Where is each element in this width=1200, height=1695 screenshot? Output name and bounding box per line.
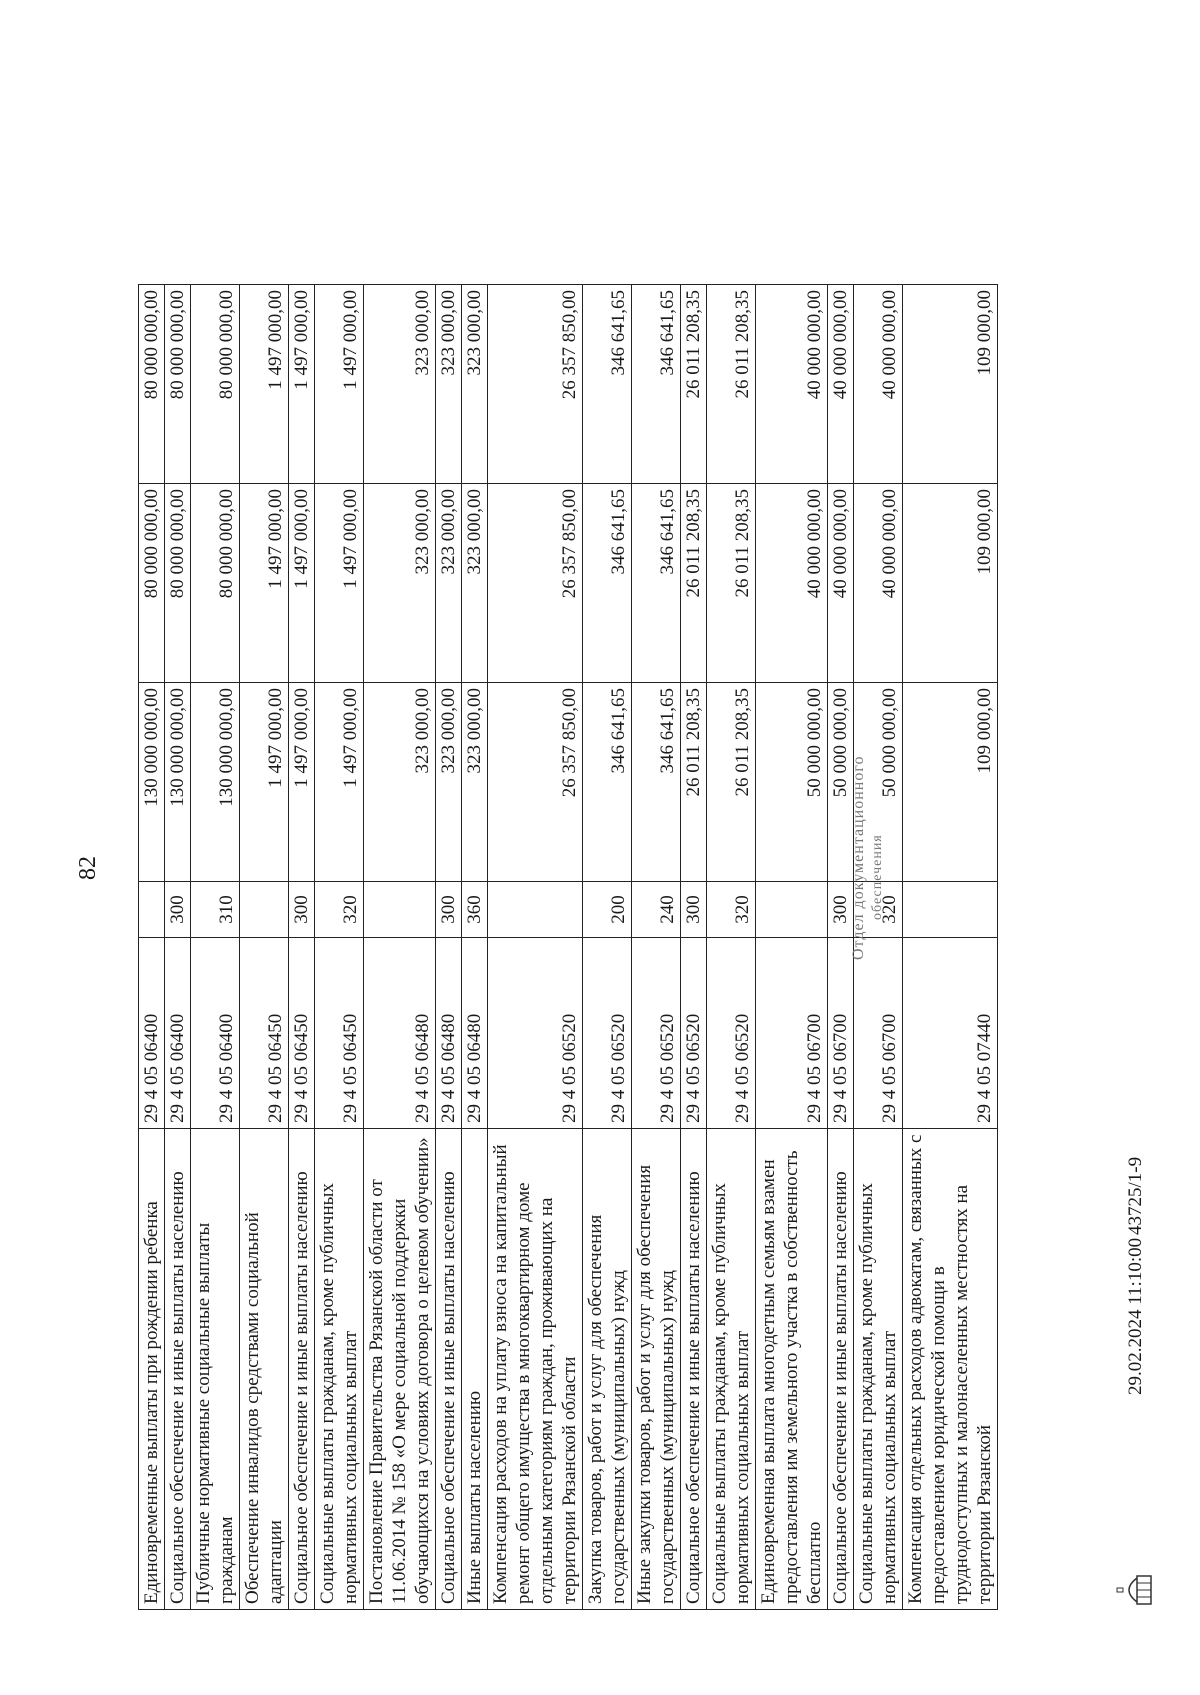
cell-a1: 1 497 000,00: [240, 683, 289, 882]
table-row: [436, 285, 462, 1610]
cell-a3: 80 000 000,00: [165, 285, 191, 484]
cell-csr: 29 4 05 06700: [756, 938, 828, 1129]
cell-a3: 1 497 000,00: [240, 285, 289, 484]
cell-a1: 26 011 208,35: [681, 683, 707, 882]
budget-table: [138, 284, 998, 1610]
cell-vr: 300: [436, 882, 462, 938]
cell-a3: 80 000 000,00: [139, 285, 165, 484]
cell-a3: 26 011 208,35: [707, 285, 756, 484]
cell-name: Иные закупки товаров, работ и услуг для обеспечения государственных (муниципальных) нужд: [632, 1129, 681, 1610]
cell-name: Социальное обеспечение и иные выплаты населению: [828, 1129, 854, 1610]
cell-a3: 26 357 850,00: [488, 285, 583, 484]
cell-a2: 323 000,00: [364, 484, 436, 683]
cell-a2: 26 011 208,35: [707, 484, 756, 683]
cell-csr: 29 4 05 06520: [488, 938, 583, 1129]
cell-vr: [364, 882, 436, 938]
cell-a2: 1 497 000,00: [240, 484, 289, 683]
cell-a2: 346 641,65: [632, 484, 681, 683]
cell-csr: 29 4 05 06400: [191, 938, 240, 1129]
cell-vr: [240, 882, 289, 938]
cell-name: Постановление Правительства Рязанской области от 11.06.2014 № 158 «О мере социальной поддержки обучающихся на условиях договора о целевом обучении»: [364, 1129, 436, 1610]
cell-name: Единовременная выплата многодетным семьям взамен предоставления им земельного участка в собственность бесплатно: [756, 1129, 828, 1610]
cell-name: Обеспечение инвалидов средствами социальной адаптации: [240, 1129, 289, 1610]
cell-a2: 80 000 000,00: [191, 484, 240, 683]
cell-a1: 323 000,00: [364, 683, 436, 882]
cell-a3: 323 000,00: [364, 285, 436, 484]
cell-a2: 40 000 000,00: [756, 484, 828, 683]
table-row: [632, 285, 681, 1610]
table-row: [165, 285, 191, 1610]
cell-a1: 50 000 000,00: [854, 683, 903, 882]
cell-csr: 29 4 05 06480: [364, 938, 436, 1129]
table-row: [462, 285, 488, 1610]
cell-a3: 80 000 000,00: [191, 285, 240, 484]
cell-vr: [139, 882, 165, 938]
table-row: [289, 285, 315, 1610]
cell-vr: 300: [165, 882, 191, 938]
cell-csr: 29 4 05 06450: [240, 938, 289, 1129]
cell-vr: 320: [707, 882, 756, 938]
cell-vr: 320: [315, 882, 364, 938]
cell-a2: 1 497 000,00: [289, 484, 315, 683]
cell-a1: 346 641,65: [583, 683, 632, 882]
cell-a1: 1 497 000,00: [315, 683, 364, 882]
emblem-icon: [1115, 1573, 1155, 1607]
cell-a2: 40 000 000,00: [828, 484, 854, 683]
cell-a3: 109 000,00: [903, 285, 998, 484]
cell-a2: 80 000 000,00: [139, 484, 165, 683]
cell-a2: 26 357 850,00: [488, 484, 583, 683]
cell-csr: 29 4 05 06520: [707, 938, 756, 1129]
cell-a2: 109 000,00: [903, 484, 998, 683]
cell-vr: [756, 882, 828, 938]
cell-csr: 29 4 05 06480: [436, 938, 462, 1129]
cell-a3: 323 000,00: [436, 285, 462, 484]
cell-vr: 300: [828, 882, 854, 938]
cell-a1: 130 000 000,00: [139, 683, 165, 882]
cell-csr: 29 4 05 06480: [462, 938, 488, 1129]
table-row: [315, 285, 364, 1610]
cell-vr: 310: [191, 882, 240, 938]
cell-a1: 323 000,00: [462, 683, 488, 882]
table-row: [488, 285, 583, 1610]
cell-vr: 300: [681, 882, 707, 938]
cell-name: Социальное обеспечение и иные выплаты населению: [681, 1129, 707, 1610]
cell-csr: 29 4 05 06700: [854, 938, 903, 1129]
cell-a1: 346 641,65: [632, 683, 681, 882]
cell-csr: 29 4 05 06400: [165, 938, 191, 1129]
page-number: 82: [75, 856, 101, 880]
cell-name: Единовременные выплаты при рождении ребенка: [139, 1129, 165, 1610]
cell-vr: 360: [462, 882, 488, 938]
cell-a3: 40 000 000,00: [828, 285, 854, 484]
cell-vr: [903, 882, 998, 938]
cell-a1: 26 357 850,00: [488, 683, 583, 882]
table-row: [191, 285, 240, 1610]
cell-a1: 323 000,00: [436, 683, 462, 882]
cell-a1: 50 000 000,00: [756, 683, 828, 882]
cell-a1: 50 000 000,00: [828, 683, 854, 882]
table-row: [364, 285, 436, 1610]
cell-csr: 29 4 05 06520: [583, 938, 632, 1129]
stamp-subtext: обеспечения: [870, 834, 885, 920]
cell-name: Компенсация расходов на уплату взноса на капитальный ремонт общего имущества в многоквартирном доме отдельным категориям граждан, проживающих на территории Рязанской области: [488, 1129, 583, 1610]
cell-name: Социальные выплаты гражданам, кроме публичных нормативных социальных выплат: [707, 1129, 756, 1610]
cell-csr: 29 4 05 06520: [632, 938, 681, 1129]
cell-name: Иные выплаты населению: [462, 1129, 488, 1610]
table-row: [583, 285, 632, 1610]
cell-a3: 1 497 000,00: [289, 285, 315, 484]
cell-a3: 40 000 000,00: [756, 285, 828, 484]
cell-name: Социальное обеспечение и иные выплаты населению: [289, 1129, 315, 1610]
cell-vr: 200: [583, 882, 632, 938]
cell-a2: 323 000,00: [436, 484, 462, 683]
table-row: [903, 285, 998, 1610]
cell-csr: 29 4 05 06700: [828, 938, 854, 1129]
cell-name: Закупка товаров, работ и услуг для обеспечения государственных (муниципальных) нужд: [583, 1129, 632, 1610]
cell-a1: 26 011 208,35: [707, 683, 756, 882]
table-row: [681, 285, 707, 1610]
cell-a3: 26 011 208,35: [681, 285, 707, 484]
table-row: [707, 285, 756, 1610]
cell-vr: [488, 882, 583, 938]
cell-a2: 26 011 208,35: [681, 484, 707, 683]
cell-a1: 1 497 000,00: [289, 683, 315, 882]
cell-a1: 130 000 000,00: [191, 683, 240, 882]
table-row: [240, 285, 289, 1610]
cell-vr: 320: [854, 882, 903, 938]
cell-name: Социальные выплаты гражданам, кроме публичных нормативных социальных выплат: [854, 1129, 903, 1610]
cell-name: Социальные выплаты гражданам, кроме публичных нормативных социальных выплат: [315, 1129, 364, 1610]
cell-a3: 1 497 000,00: [315, 285, 364, 484]
cell-name: Компенсация отдельных расходов адвокатам, связанных с предоставлением юридической помощи в труднодоступных и малонаселенных местностях на территории Рязанской: [903, 1129, 998, 1610]
footer-doc-id: 43725/1-9: [1125, 1156, 1146, 1235]
cell-a2: 346 641,65: [583, 484, 632, 683]
cell-a2: 1 497 000,00: [315, 484, 364, 683]
cell-csr: 29 4 05 06450: [315, 938, 364, 1129]
cell-csr: 29 4 05 06520: [681, 938, 707, 1129]
cell-a2: 80 000 000,00: [165, 484, 191, 683]
cell-name: Социальное обеспечение и иные выплаты населению: [436, 1129, 462, 1610]
cell-a3: 346 641,65: [583, 285, 632, 484]
footer-date: 29.02.2024 11:10:00: [1125, 1237, 1146, 1395]
cell-name: Социальное обеспечение и иные выплаты населению: [165, 1129, 191, 1610]
cell-csr: 29 4 05 06450: [289, 938, 315, 1129]
cell-a3: 40 000 000,00: [854, 285, 903, 484]
cell-csr: 29 4 05 06400: [139, 938, 165, 1129]
cell-name: Публичные нормативные социальные выплаты гражданам: [191, 1129, 240, 1610]
table-row: [756, 285, 828, 1610]
cell-a3: 346 641,65: [632, 285, 681, 484]
stamp-text: Отдел документационного: [850, 755, 867, 960]
cell-a2: 40 000 000,00: [854, 484, 903, 683]
table-row: [139, 285, 165, 1610]
cell-vr: 300: [289, 882, 315, 938]
cell-vr: 240: [632, 882, 681, 938]
cell-a3: 323 000,00: [462, 285, 488, 484]
cell-a1: 109 000,00: [903, 683, 998, 882]
cell-a1: 130 000 000,00: [165, 683, 191, 882]
cell-a2: 323 000,00: [462, 484, 488, 683]
cell-csr: 29 4 05 07440: [903, 938, 998, 1129]
